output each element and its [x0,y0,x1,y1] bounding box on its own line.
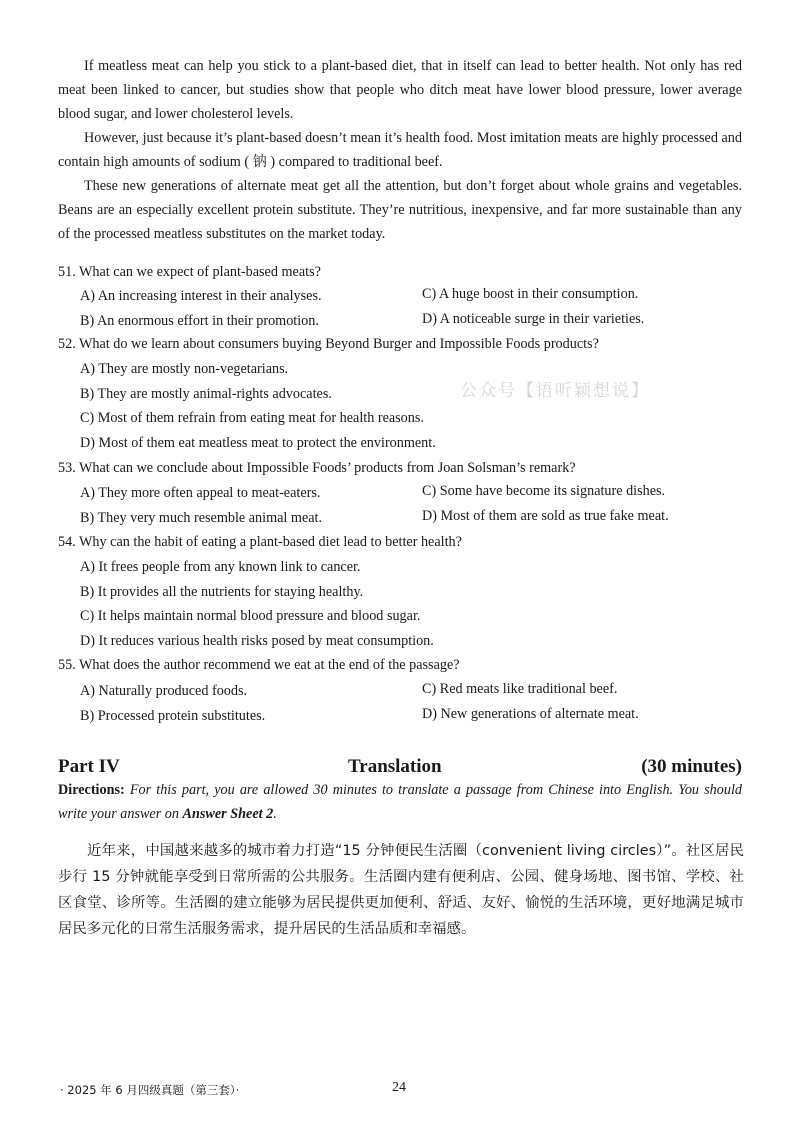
directions-label: Directions: [58,782,125,798]
watermark-text: 公众号【语听颖想说】 [460,381,650,401]
passage-paragraph-2: However, just because it’s plant-based doesn’t mean it’s health food. Most imitation meats are highly processed and contain high amounts of sodium ( 钠 ) compared to traditional beef. [58,130,742,170]
question-54: 54. Why can the habit of eating a plant-based diet lead to better health? [58,534,462,550]
chinese-passage: 近年来，中国越来越多的城市着力打造“15 分钟便民生活圈（convenient living circles）”。社区居民步行 15 分钟就能享受到日常所需的公共服务。生活圈内建有便利店、公园、健身场地、图书馆、学校、社区食堂、诊所等。生活圈的建立能够为居民提供更加便利、舒适、友好、愉悦的生活环境，更好地满足城市居民多元化的日常生活服务需求，提升居民的生活品质和幸福感。 [58,843,744,937]
q53-option-d: D) Most of them are sold as true fake meat. [422,508,669,524]
q52-option-d: D) Most of them eat meatless meat to protect the environment. [80,435,436,451]
q53-option-c: C) Some have become its signature dishes. [422,483,666,499]
q54-option-c: C) It helps maintain normal blood pressure and blood sugar. [80,608,421,624]
q52-option-a: A) They are mostly non-vegetarians. [80,361,289,377]
q51-option-b: B) An enormous effort in their promotion. [80,313,319,329]
question-55: 55. What does the author recommend we eat at the end of the passage? [58,657,460,673]
q55-option-a: A) Naturally produced foods. [80,683,248,699]
q55-option-d: D) New generations of alternate meat. [422,706,639,722]
part-label: Part IV [58,756,120,777]
question-53: 53. What can we conclude about Impossible Foods’ products from Joan Solsman’s remark? [58,460,576,476]
q52-option-c: C) Most of them refrain from eating meat for health reasons. [80,410,424,426]
q52-option-b: B) They are mostly animal-rights advocates. [80,386,332,402]
q55-option-b: B) Processed protein substitutes. [80,708,266,724]
q53-option-a: A) They more often appeal to meat-eaters. [80,485,321,501]
q51-option-c: C) A huge boost in their consumption. [422,286,639,302]
page-number: 24 [392,1080,406,1095]
q54-option-a: A) It frees people from any known link to cancer. [80,559,361,575]
part-title: Translation [348,756,442,777]
footer-source: · 2025 年 6 月四级真题（第三套）· [60,1083,240,1097]
directions-end: . [273,806,277,822]
q51-option-a: A) An increasing interest in their analyses. [80,288,322,304]
passage-paragraph-3: These new generations of alternate meat get all the attention, but don’t forget about whole grains and vegetables. Beans are an especially excellent protein substitute. They’re nutritious, inexpensive, and far more sustainable than any of the processed meatless substitutes on the market today. [58,178,742,242]
q54-option-d: D) It reduces various health risks posed by meat consumption. [80,633,434,649]
directions-text: For this part, you are allowed 30 minutes to translate a passage from Chinese into English. You should write your answer on [58,782,742,822]
part-time: (30 minutes) [641,756,742,777]
answer-sheet-label: Answer Sheet 2 [182,806,274,822]
q51-option-d: D) A noticeable surge in their varieties. [422,311,645,327]
passage-paragraph-1: If meatless meat can help you stick to a plant-based diet, that in itself can lead to better health. Not only has red meat been linked to cancer, but studies show that people who ditch meat have lower blood pressure, lower average blood sugar, and lower cholesterol levels. [58,58,742,122]
question-52: 52. What do we learn about consumers buying Beyond Burger and Impossible Foods products? [58,336,599,352]
q54-option-b: B) It provides all the nutrients for staying healthy. [80,584,364,600]
question-51: 51. What can we expect of plant-based meats? [58,264,321,280]
q55-option-c: C) Red meats like traditional beef. [422,681,618,697]
directions [58,778,742,826]
q53-option-b: B) They very much resemble animal meat. [80,510,323,526]
